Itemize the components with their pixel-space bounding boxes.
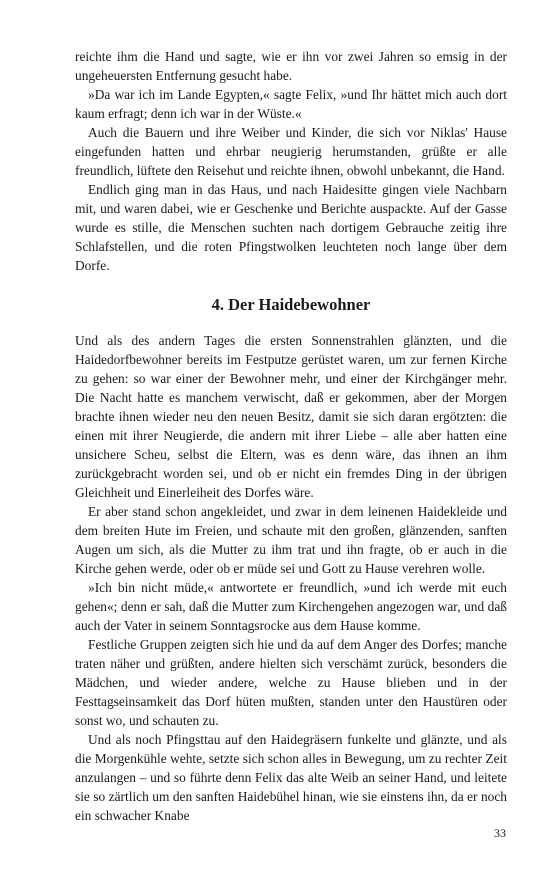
paragraph-5: Und als des andern Tages die ersten Sonnenstrahlen glänzten, und die Haidedorfbewohner bereits im Festputze gerüstet waren, um zur fernen Kirche zu gehen: so war einer der Bewohner mehr, und einer der Kirchgänger mehr. Die Nacht hatte es manchem verwischt, daß er gekommen, aber der Morgen brachte ihnen wieder neu den neuen Besitz, damit sie sich daran ergötzten: die einen mit ihrer Neugierde, die andern mit ihrer Liebe – alle aber hatten eine unsichere Scheu, selbst die Eltern, was es denn wäre, das ihnen an ihm zurückgebracht worden sei, und ob er nicht ein fremdes Ding in der übrigen Gleichheit und Einerleiheit des Dorfes wäre. bbox=[75, 333, 507, 500]
paragraph-3: Auch die Bauern und ihre Weiber und Kinder, die sich vor Niklas' Hause eingefunden hatten und ehrbar neugierig herumstanden, grüßte er alle freundlich, lüftete den Reisehut und reichte ihnen, obwohl unbekannt, die Hand. bbox=[75, 125, 507, 178]
paragraph-4: Endlich ging man in das Haus, und nach Haidesitte gingen viele Nachbarn mit, und waren dabei, wie er Geschenke und Berichte auspackte. Auf der Gasse wurde es stille, die Menschen suchten nach dortigem Gebrauche zeitig ihre Schlafstellen, und die roten Pfingstwolken leuchteten noch lange über dem Dorfe. bbox=[75, 182, 507, 273]
book-page-text bbox=[75, 47, 507, 825]
paragraph-6: Er aber stand schon angekleidet, und zwar in dem leinenen Haidekleide und dem breiten Hute im Freien, und schaute mit den großen, glänzenden, sanften Augen um sich, als die Mutter zu ihm trat und ihn fragte, ob er auch in die Kirche gehen werde, oder ob er müde sei und Gott zu Hause verehren wolle. bbox=[75, 504, 507, 576]
chapter-heading: 4. Der Haidebewohner bbox=[211, 295, 371, 314]
paragraph-1: reichte ihm die Hand und sagte, wie er ihn vor zwei Jahren so emsig in der ungeheuersten Entfernung gesucht habe. bbox=[75, 49, 507, 83]
paragraph-2: »Da war ich im Lande Egypten,« sagte Felix, »und Ihr hättet mich auch dort kaum erfragt; denn ich war in der Wüste.« bbox=[75, 87, 507, 121]
paragraph-7: »Ich bin nicht müde,« antwortete er freundlich, »und ich werde mit euch gehen«; denn er sah, daß die Mutter zum Kirchengehen angezogen war, und daß auch der Vater in seinem Sonntagsrocke aus dem Hause komme. bbox=[75, 580, 507, 633]
paragraph-9: Und als noch Pfingsttau auf den Haidegräsern funkelte und glänzte, und als die Morgenkühle wehte, setzte sich schon alles in Bewegung, um zu rechter Zeit anzulangen – und so führte denn Felix das alte Weib an seiner Hand, und leitete sie so zärtlich um den sanften Haidebühel hinan, wie sie einstens ihn, da er noch ein schwacher Knabe bbox=[75, 732, 507, 823]
section-after-heading bbox=[75, 331, 507, 825]
section-before-heading bbox=[75, 47, 507, 275]
page-number: 33 bbox=[494, 826, 506, 840]
paragraph-8: Festliche Gruppen zeigten sich hie und da auf dem Anger des Dorfes; manche traten näher und grüßten, andere hielten sich verschämt zurück, besonders die Mädchen, und wieder andere, welche zu Hause blieben und in der Festtagseinsamkeit das Dorf hüten mußten, standen unter den Haustüren oder sonst wo, und schauten zu. bbox=[75, 637, 507, 728]
